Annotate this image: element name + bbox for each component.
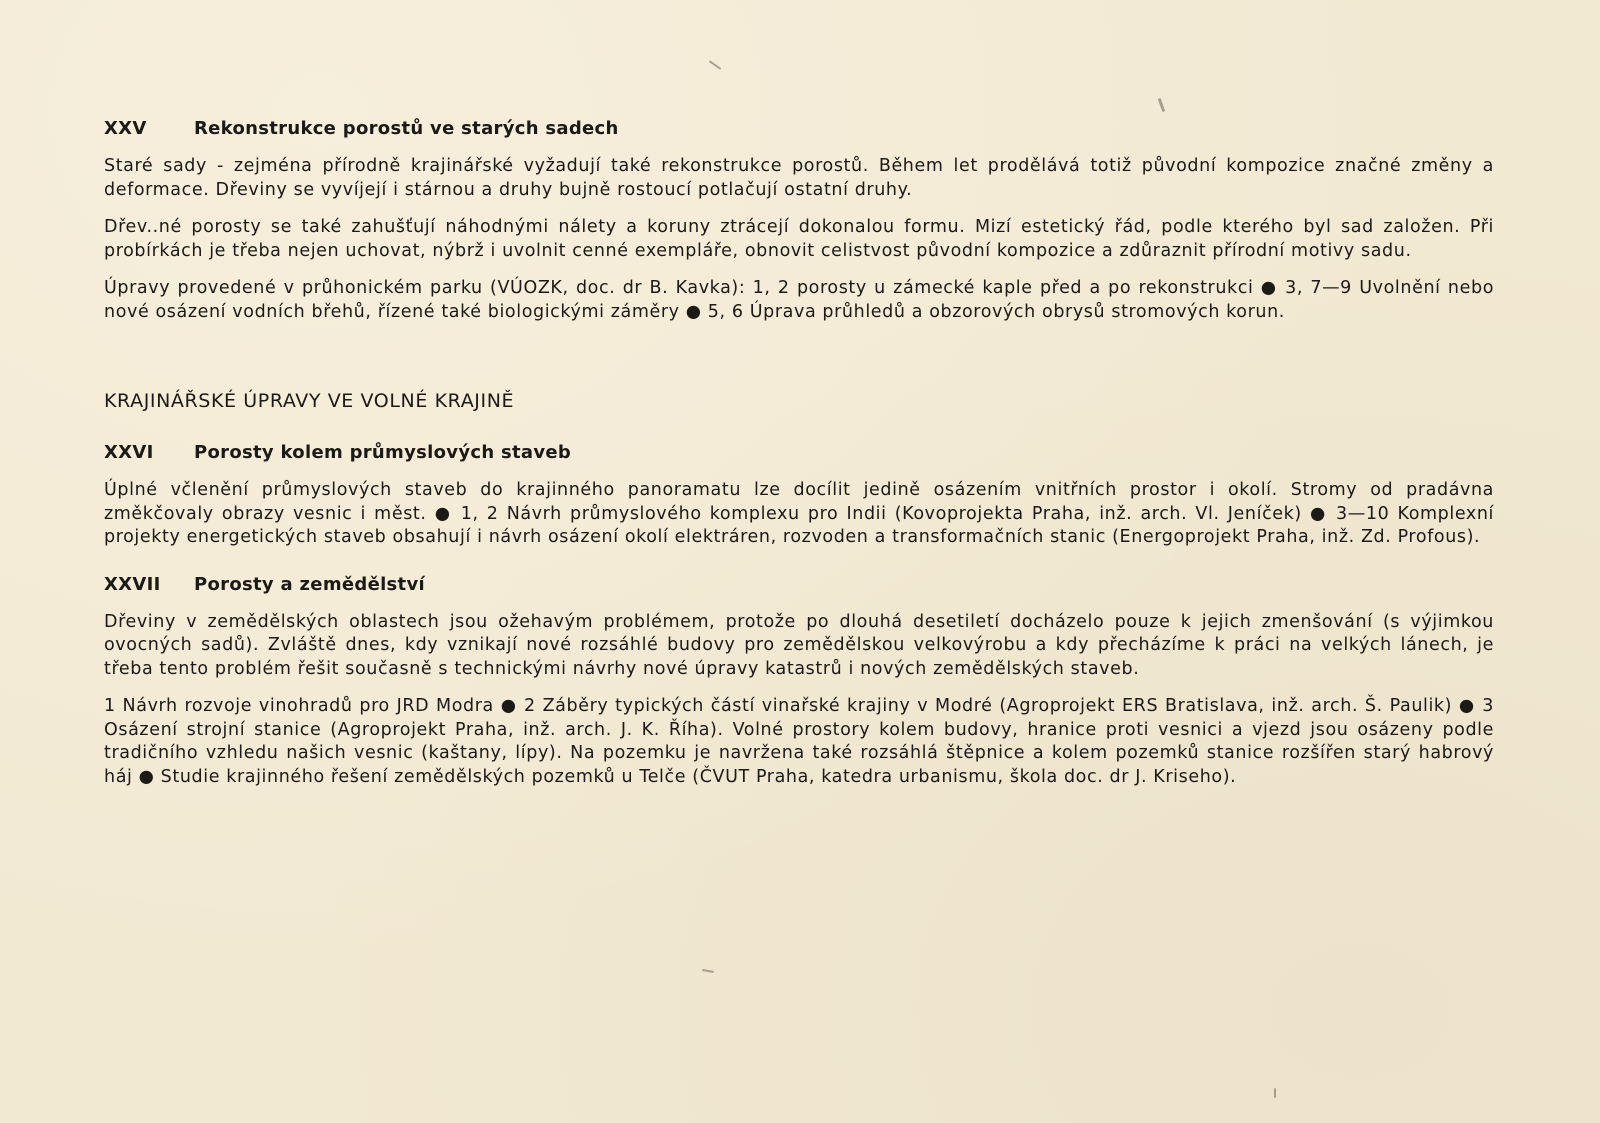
paper-speck — [1158, 98, 1166, 112]
paper-speck — [709, 60, 722, 70]
paper-speck — [1274, 1088, 1276, 1098]
text-column — [104, 118, 1494, 789]
part-title: KRAJINÁŘSKÉ ÚPRAVY VE VOLNÉ KRAJINĚ — [104, 390, 515, 412]
paragraph: 1 Návrh rozvoje vinohradů pro JRD Modra ● 2 Záběry typických částí vinařské krajiny v Modré (Agroprojekt ERS Bratislava, inž. arch. Š. Paulik) ● 3 Osázení strojní stanice (Agroprojekt Praha, inž. arch. J. K. Říha). Volné prostory kolem budovy, hranice proti vesnici a vjezd jsou osázeny podle tradičního vzhledu našich vesnic (kaštany, lípy). Na pozemku je navržena také rozsáhlá štěpnice a kolem pozemků stanice rozšířen starý habrový háj ● Studie krajinného řešení zemědělských pozemků u Telče (ČVUT Praha, katedra urbanismu, škola doc. dr J. Kriseho). — [104, 696, 1494, 787]
section-number: XXV — [104, 118, 147, 139]
paragraph: Úpravy provedené v průhonickém parku (VÚOZK, doc. dr B. Kavka): 1, 2 porosty u zámecké kaple před a po rekonstrukci ● 3, 7—9 Uvolnění nebo nové osázení vodních břehů, řízené také biologickými záměry ● 5, 6 Úprava průhledů a obzorových obrysů stromových korun. — [104, 278, 1494, 322]
section-heading-xxvii — [104, 574, 1494, 595]
section-heading-xxvi — [104, 442, 1494, 463]
paragraph: Úplné včlenění průmyslových staveb do krajinného panoramatu lze docílit jedině osázením vnitřních prostor i okolí. Stromy od pradávna změkčovaly obrazy vesnic i měst. ● 1, 2 Návrh průmyslového komplexu pro Indii (Kovoprojekta Praha, inž. arch. Vl. Jeníček) ● 3—10 Komplexní projekty energetických staveb obsahují i návrh osázení okolí elektráren, rozvoden a transformačních stanic (Energoprojekt Praha, inž. Zd. Profous). — [104, 480, 1494, 547]
paragraph: Dřeviny v zemědělských oblastech jsou ožehavým problémem, protože po dlouhá desetiletí docházelo pouze k jejich zmenšování (s výjimkou ovocných sadů). Zvláště dnes, kdy vznikají nové rozsáhlé budovy pro zemědělskou velkovýrobu a kdy přecházíme k práci na velkých lánech, je třeba tento problém řešit současně s technickými návrhy nové úpravy katastrů i nových zemědělských staveb. — [104, 611, 1494, 679]
paragraph: Staré sady - zejména přírodně krajinářské vyžadují také rekonstrukce porostů. Během let prodělává totiž původní kompozice značné změny a deformace. Dřeviny se vyvíjejí i stárnou a druhy bujně rostoucí potlačují ostatní druhy. — [104, 156, 1494, 200]
section-heading-xxv — [104, 118, 1494, 139]
paper-speck — [702, 969, 714, 973]
section-number: XXVI — [104, 442, 154, 463]
section-title: Porosty kolem průmyslových staveb — [194, 442, 572, 463]
section-title: Porosty a zemědělství — [194, 573, 425, 595]
paragraph: Dřev..né porosty se také zahušťují náhodnými nálety a koruny ztrácejí dokonalou formu. Mizí estetický řád, podle kterého byl sad založen. Při probírkách je třeba nejen uchovat, nýbrž i uvolnit cenné exempláře, obnovit celistvost původní kompozice a zdůraznit přírodní motivy sadu. — [104, 217, 1494, 261]
section-number: XXVII — [104, 573, 161, 595]
section-title: Rekonstrukce porostů ve starých sadech — [194, 118, 619, 139]
